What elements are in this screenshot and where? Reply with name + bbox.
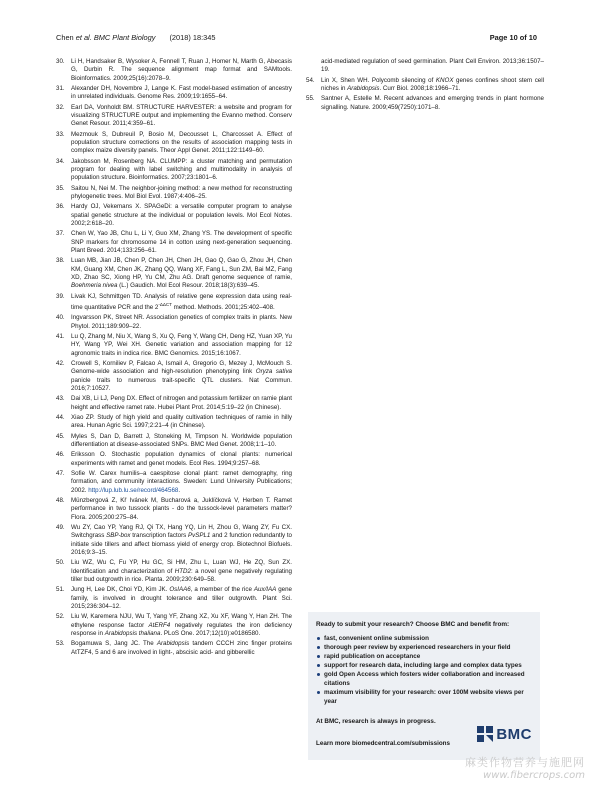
reference-text: Oryza sativa xyxy=(255,368,292,376)
reference-number: 32. xyxy=(56,103,65,111)
reference-item xyxy=(56,257,292,290)
reference-text: negatively regulates the iron deficiency response in xyxy=(71,621,292,637)
reference-text: tandem CCCH zinc finger proteins AtTZF4, 5 and 6 are involved in light-, abscisic acid- and gibberellic xyxy=(71,640,292,656)
reference-number: 54. xyxy=(306,76,315,84)
benefit-item: rapid publication on acceptance xyxy=(316,652,532,661)
reference-item xyxy=(56,104,292,129)
reference-number: 31. xyxy=(56,84,65,92)
reference-item xyxy=(56,203,292,228)
page-number: Page 10 of 10 xyxy=(489,32,537,42)
reference-text: Xiao ZP. Study of high yield and quality cultivation techniques of ramie in hilly area. Hunan Agric Sci. 1997;2:21–4 (in Chinese). xyxy=(71,413,292,430)
reference-text: HTD2 xyxy=(174,567,191,575)
bmc-submission-box xyxy=(308,612,540,760)
reference-item xyxy=(56,185,292,202)
learn-more-line xyxy=(316,739,450,748)
author-name: Chen xyxy=(56,32,76,42)
reference-text: Aux/IAA xyxy=(253,586,277,594)
reference-text: Earl DA, Vonholdt BM. STRUCTURE HARVESTER: a website and program for visualizing STRUCTURE output and implementing the Evanno method. Conserv Genet Resour. 2011;4:359–61. xyxy=(71,103,292,128)
reference-item xyxy=(306,58,544,75)
reference-item xyxy=(56,414,292,431)
reference-text: acid-mediated regulation of seed germination. Plant Cell Environ. 2013;36:1507–19. xyxy=(321,58,544,74)
reference-text: Bogamuwa S, Jang JC. The xyxy=(71,640,157,648)
reference-text: Myles S, Dan D, Barrett J, Stoneking M, Timpson N. Worldwide population differentiation at disease-associated SNPs. BMC Med Genet. 2008;1:1–10. xyxy=(71,432,292,448)
reference-text: Lu Q, Zhang M, Niu X, Wang S, Xu Q, Feng Y, Wang CH, Deng HZ, Yuan XP, Yu HY, Wang YP, Wei XH. Genetic variation and association mapping for 12 agronomic traits in indica rice. BMC Genomics. 2015;16:1067. xyxy=(71,333,292,357)
reference-text: Lin X, Shen WH. Polycomb silencing of xyxy=(321,76,436,84)
reference-text: Eriksson O. Stochastic population dynamics of clonal plants: numerical experiments with ramet and genet models. Ecol Res. 1994;9:257–68. xyxy=(71,451,292,467)
reference-text: . Curr Biol. 2008;18:1966–71. xyxy=(379,84,461,92)
reference-number: 44. xyxy=(56,413,65,421)
reference-text: . xyxy=(178,486,181,494)
reference-item xyxy=(56,497,292,522)
reference-text: Jung H, Lee DK, Choi YD, Kim JK. xyxy=(71,586,170,594)
reference-text: OsIAA6 xyxy=(169,586,191,594)
reference-text: Santner A, Estelle M. Recent advances and emerging trends in plant hormone signalling. Nature. 2009;459(7250):1071–8. xyxy=(321,95,544,111)
reference-number: 47. xyxy=(56,470,65,478)
journal-name: BMC Plant Biology xyxy=(91,32,156,42)
reference-text: Li H, Handsaker B, Wysoker A, Fennell T, Ruan J, Homer N, Marth G, Abecasis G, Durbin R. The sequence alignment map format and SAMtools. Bioinformatics. 2009;25(16):2078–9. xyxy=(71,58,292,82)
reference-number: 52. xyxy=(56,613,65,621)
learn-more-prefix: Learn more xyxy=(316,740,353,747)
reference-text: Sofie W. Carex humilis–a caespitose clonal plant: ramet demography, ring formation, and community interactions. Sweden: Lund University Publications; 2002. xyxy=(71,470,292,494)
benefits-list xyxy=(316,634,532,706)
reference-link[interactable]: http://lup.lub.lu.se/record/464568 xyxy=(88,486,179,494)
bmc-logo-icon xyxy=(477,726,493,742)
reference-item xyxy=(56,314,292,331)
reference-text: SBP-box xyxy=(106,532,131,540)
benefit-item: fast, convenient online submission xyxy=(316,634,532,643)
reference-item xyxy=(56,586,292,611)
reference-text: PvSPL1 xyxy=(188,532,211,540)
reference-text: Ingvarsson PK, Street NR. Association genetics of complex traits in plants. New Phytol. 2011;189:909–22. xyxy=(71,314,292,330)
reference-text: Boehmeria nivea xyxy=(71,282,118,290)
reference-number: 53. xyxy=(56,640,65,648)
reference-text: method. Methods. 2001;25:402–408. xyxy=(171,303,275,311)
reference-text: : a novel gene negatively regulating tiller bud outgrowth in rice. Planta. 2009;230:649–58. xyxy=(71,567,293,583)
reference-text: Saitou N, Nei M. The neighbor-joining method: a new method for reconstructing phylogenetic trees. Mol Biol Evol. 1987;4:406–25. xyxy=(71,184,292,200)
reference-text: KNOX xyxy=(435,76,454,84)
references-right-column xyxy=(306,58,544,114)
reference-text: Jakobsson M, Rosenberg NA. CLUMPP: a cluster matching and permutation program for dealing with label switching and multimodality in analysis of population structure. Bioinformatics. 2007;23:1801–6. xyxy=(71,157,292,182)
reference-item xyxy=(306,77,544,94)
reference-number: 48. xyxy=(56,497,65,504)
reference-item xyxy=(56,333,292,358)
reference-text: (L.) Gaudich. Mol Ecol Resour. 2018;18(3):639–45. xyxy=(117,282,260,290)
reference-number: 33. xyxy=(56,130,65,138)
reference-text: genes confines shoot stem cell niches in xyxy=(321,76,544,92)
header-citation xyxy=(56,33,215,42)
reference-text: -ΔΔCT xyxy=(158,301,172,307)
reference-number: 45. xyxy=(56,432,65,440)
watermark-chinese: 麻类作物营养与施肥网 xyxy=(465,756,585,769)
reference-item xyxy=(56,613,292,638)
references-left-column xyxy=(56,58,292,659)
reference-item xyxy=(306,95,544,112)
reference-item xyxy=(56,230,292,255)
reference-item xyxy=(56,58,292,83)
reference-text: AtERF4 xyxy=(148,621,171,629)
reference-text: transcription factors xyxy=(130,532,189,540)
reference-text: Crowell S, Korniliev P, Falcao A, Ismail A, Gregorio G, Mezey J, McMouch S. Genome-wide association and high-resolution phenotyping link xyxy=(71,359,292,376)
reference-number: 37. xyxy=(56,230,65,238)
reference-text: Mezmouk S, Dubreuil P, Bosio M, Decousset L, Charcosset A. Effect of population structure corrections on the results of association mapping tests in complex maize diversity panels. Theor Appl Genet. 2011;122:1149–60. xyxy=(71,130,292,155)
reference-text: Livak KJ, Schmittgen TD. Analysis of relative gene expression data using real-time quantitative PCR and the 2 xyxy=(71,292,292,311)
reference-item xyxy=(56,559,292,584)
reference-item xyxy=(56,470,292,495)
reference-number: 51. xyxy=(56,586,65,594)
reference-text: Liu WZ, Wu C, Fu YP, Hu GC, Si HM, Zhu L, Luan WJ, He ZQ, Sun ZX. Identification and characterization of xyxy=(71,559,292,575)
reference-text: and 2 function redundantly to initiate side tillers and affect biomass yield of energy crop. Biotechnol Biofuels. 2016;9:3–15. xyxy=(71,532,292,556)
reference-item xyxy=(56,395,292,412)
reference-number: 36. xyxy=(56,203,65,211)
reference-item xyxy=(56,293,292,313)
reference-item xyxy=(56,85,292,102)
bmc-logo xyxy=(477,726,532,742)
box-title: Ready to submit your research? Choose BMC and benefit from: xyxy=(316,621,510,628)
benefit-item: thorough peer review by experienced researchers in your field xyxy=(316,643,532,652)
reference-number: 46. xyxy=(56,451,65,459)
watermark-url: www.fibercrops.com xyxy=(483,770,585,781)
header-authors xyxy=(56,33,155,42)
journal-year-volume: (2018) 18:345 xyxy=(169,32,216,42)
reference-text: Dai XB, Li LJ, Peng DX. Effect of nitrogen and potassium fertilizer on ramie plant height and effective ramet rate. Hubei Plant Prot. 2014;5:19–22 (in Chinese). xyxy=(71,395,292,411)
reference-text: Luan MB, Jian JB, Chen P, Chen JH, Chen JH, Gao Q, Gao G, Zhou JH, Chen KM, Guang XM, Chen JK, Zhang QQ, Wang XF, Fang L, Sun ZM, Bai MZ, Fang XD, Zhao SC, Xiong HP, Yu CM, Zhu AG. Draft genome sequence of ramie, xyxy=(71,257,292,281)
reference-number: 35. xyxy=(56,184,65,192)
reference-text: Wu ZY, Cao YP, Yang RJ, Qi TX, Hang YQ, Lin H, Zhou G, Wang ZY, Fu CX. Switchgrass xyxy=(71,523,292,540)
reference-number: 55. xyxy=(306,95,315,103)
reference-text: gene family, is involved in drought tolerance and tiller outgrowth. Plant Sci. 2015;236:304–12. xyxy=(71,586,292,610)
page-header xyxy=(56,31,537,43)
reference-item xyxy=(56,640,292,657)
reference-number: 30. xyxy=(56,58,65,65)
reference-text: Alexander DH, Novembre J, Lange K. Fast model-based estimation of ancestry in unrelated individuals. Genome Res. 2009;19:1655–64. xyxy=(71,84,292,101)
reference-text: panicle traits to numerous trait-specific QTL clusters. Nat Commun. 2016;7:10527. xyxy=(71,376,292,392)
reference-text: . PLoS One. 2017;12(10):e0186580. xyxy=(160,629,261,637)
reference-item xyxy=(56,131,292,156)
reference-number: 41. xyxy=(56,333,65,340)
reference-item xyxy=(56,524,292,557)
et-al: et al. xyxy=(75,32,92,42)
bmc-logo-text: BMC xyxy=(496,725,532,743)
watermark xyxy=(465,754,585,781)
reference-text: , a member of the rice xyxy=(190,586,254,594)
reference-text: Arabidopsis thaliana xyxy=(104,629,161,637)
reference-number: 40. xyxy=(56,314,65,322)
reference-number: 43. xyxy=(56,395,65,403)
submissions-link[interactable]: biomedcentral.com/submissions xyxy=(352,740,451,747)
reference-item xyxy=(56,433,292,450)
reference-number: 34. xyxy=(56,157,65,165)
reference-text: Arabidopsis xyxy=(156,640,190,648)
box-tagline: At BMC, research is always in progress. xyxy=(316,718,436,725)
reference-number: 42. xyxy=(56,359,65,367)
reference-item xyxy=(56,451,292,468)
reference-text: Hardy OJ, Vekemans X. SPAGeDi: a versatile computer program to analyse spatial genetic structure at the individual or population levels. Mol Ecol Notes. 2002;2:618–20. xyxy=(71,203,292,227)
reference-text: Chen W, Yao JB, Chu L, Li Y, Guo XM, Zhang YS. The development of specific SNP markers for chromosome 14 in cotton using next-generation sequencing. Plant Breed. 2014;133:256–61. xyxy=(71,230,292,254)
reference-number: 39. xyxy=(56,292,65,300)
benefit-item: gold Open Access which fosters wider collaboration and increased citations xyxy=(316,670,532,688)
reference-number: 50. xyxy=(56,559,65,567)
reference-text: Liu W, Karemera NJU, Wu T, Yang YF, Zhang XZ, Xu XF, Wang Y, Han ZH. The ethylene response factor xyxy=(71,613,292,629)
reference-text: Arabidopsis xyxy=(347,84,380,92)
reference-number: 49. xyxy=(56,523,65,531)
reference-text: Münzbergová Z, Kř Ivánek M, Bucharová a, Juklíčková V, Herben T. Ramet performance in two tussock plants - do the tussock-level parameters matter? Flora. 2005;200:275–84. xyxy=(71,497,292,521)
benefit-item: support for research data, including large and complex data types xyxy=(316,661,532,670)
reference-item xyxy=(56,360,292,393)
reference-item xyxy=(56,158,292,183)
benefit-item: maximum visibility for your research: over 100M website views per year xyxy=(316,688,532,706)
reference-number: 38. xyxy=(56,257,65,265)
